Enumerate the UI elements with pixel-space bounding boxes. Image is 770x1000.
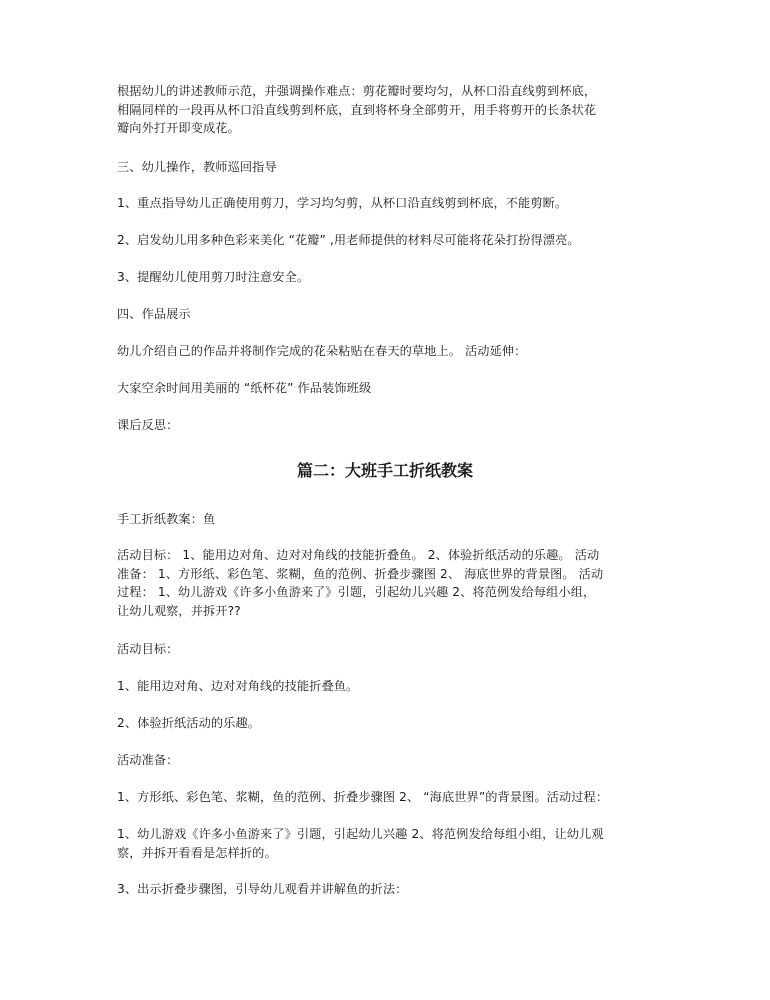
paragraph-guide-1 bbox=[117, 194, 657, 213]
text-line: 活动目标： bbox=[117, 642, 179, 656]
heading-step-three bbox=[117, 158, 657, 177]
heading-preparation bbox=[117, 751, 657, 770]
paragraph-reflection bbox=[117, 416, 657, 435]
paragraph-guide-3 bbox=[117, 268, 657, 287]
paragraph-process-3 bbox=[117, 880, 657, 899]
paragraph-showcase bbox=[117, 342, 657, 361]
heading-step-four bbox=[117, 305, 657, 324]
text-line: 3、提醒幼儿使用剪刀时注意安全。 bbox=[117, 270, 310, 284]
paragraph-summary bbox=[117, 546, 657, 620]
text-line: 让幼儿观察，并拆开?? bbox=[117, 603, 241, 618]
text-line: 察，并拆开看看是怎样折的。 bbox=[117, 845, 277, 860]
text-line: 3、出示折叠步骤图，引导幼儿观看并讲解鱼的折法： bbox=[117, 882, 408, 896]
heading-objectives bbox=[117, 640, 657, 659]
paragraph-objective-1 bbox=[117, 677, 657, 696]
text-line: 四、作品展示 bbox=[117, 307, 191, 321]
paragraph-process-1 bbox=[117, 825, 657, 862]
text-line: 过程： 1、幼儿游戏《许多小鱼游来了》引题，引起幼儿兴趣 2、将范例发给每组小组， bbox=[117, 585, 596, 599]
text-line: 大家空余时间用美丽的 “纸杯花” 作品装饰班级 bbox=[117, 381, 372, 395]
text-line: 活动准备： bbox=[117, 753, 179, 767]
paragraph-teacher-demo bbox=[117, 82, 657, 138]
text-line: 课后反思： bbox=[117, 418, 179, 432]
text-line: 手工折纸教案：鱼 bbox=[117, 512, 216, 526]
text-line: 2、体验折纸活动的乐趣。 bbox=[117, 716, 261, 730]
text-line: 三、幼儿操作，教师巡回指导 bbox=[117, 160, 277, 174]
paragraph-objective-2 bbox=[117, 714, 657, 733]
text-line: 瓣向外打开即变成花。 bbox=[117, 121, 240, 135]
paragraph-materials bbox=[117, 788, 657, 807]
text-line: 准备： 1、方形纸、彩色笔、浆糊，鱼的范例、折叠步骤图 2、 海底世界的背景图。 活动 bbox=[117, 566, 604, 581]
text-line: 1、方形纸、彩色笔、浆糊，鱼的范例、折叠步骤图 2、 “海底世界”的背景图。活动过程： bbox=[117, 790, 609, 804]
text-line: 活动目标： 1、能用边对角、边对对角线的技能折叠鱼。 2、体验折纸活动的乐趣。 活动 bbox=[117, 548, 600, 562]
text-line: 1、重点指导幼儿正确使用剪刀，学习均匀剪，从杯口沿直线剪到杯底，不能剪断。 bbox=[117, 196, 568, 210]
text-line: 2、启发幼儿用多种色彩来美化 “花瓣” ,用老师提供的材料尽可能将花朵打扮得漂亮。 bbox=[117, 233, 580, 247]
text-line: 相隔同样的一段再从杯口沿直线剪到杯底，直到将杯身全部剪开，用手将剪开的长条状花 bbox=[117, 102, 597, 117]
text-line: 幼儿介绍自己的作品并将制作完成的花朵粘贴在春天的草地上。 活动延伸： bbox=[117, 344, 527, 358]
paragraph-fish-title bbox=[117, 510, 657, 529]
section-title: 篇二：大班手工折纸教案 bbox=[296, 461, 473, 480]
paragraph-guide-2 bbox=[117, 231, 657, 250]
text-line: 1、能用边对角、边对对角线的技能折叠鱼。 bbox=[117, 679, 359, 693]
paragraph-extension bbox=[117, 379, 657, 398]
text-line: 1、幼儿游戏《许多小鱼游来了》引题，引起幼儿兴趣 2、将范例发给每组小组，让幼儿观 bbox=[117, 827, 604, 841]
text-line: 根据幼儿的讲述教师示范，并强调操作难点：剪花瓣时要均匀，从杯口沿直线剪到杯底， bbox=[117, 84, 597, 98]
